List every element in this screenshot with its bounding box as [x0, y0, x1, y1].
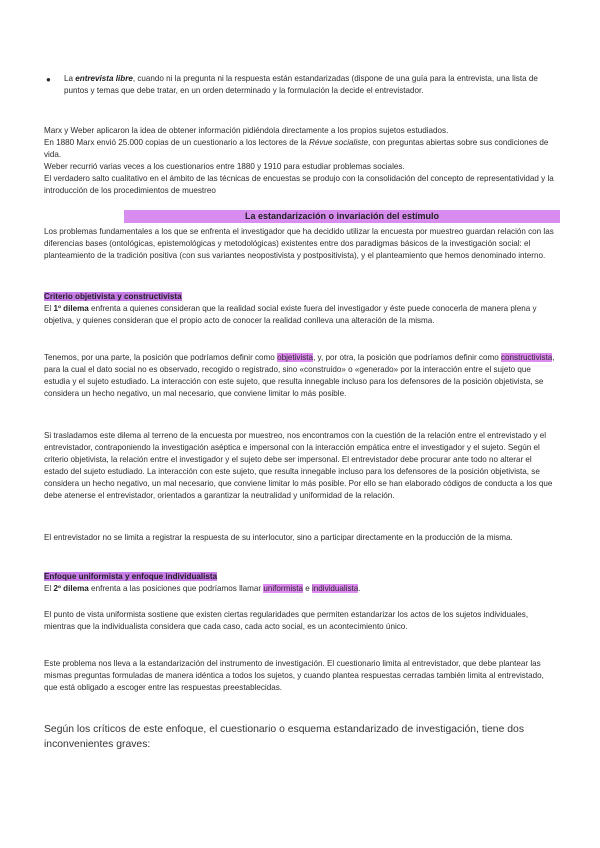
highlight-objetivista: objetivista [277, 353, 314, 362]
history-line-4: El verdadero salto cualitativo en el ámbito de las técnicas de encuestas se produjo con la consolidación del concepto de representatividad y la introducción de los procedimientos de muestreo [44, 174, 554, 195]
history-line-1: Marx y Weber aplicaron la idea de obtener información pidiéndola directamente a los propios sujetos estudiados. [44, 126, 449, 135]
block2-p1-a: El [44, 584, 54, 593]
block1-p2-c: , para la cual el dato social no es observado, recogido o registrado, sino «construido» o «generado» por la interacción entre el sujeto que estudia y el sujeto estudiado. La interacción con este sujeto, que resulta innegable incluso para los defensores de la posición objetivista, se considera un hecho negativo, un mal necesario, que conviene limitar lo más posible. [44, 353, 555, 398]
bullet-lead: La [64, 74, 76, 83]
block2-closing: Según los críticos de este enfoque, el cuestionario o esquema estandarizado de investigación, tiene dos inconvenientes graves: [44, 724, 525, 750]
block1-p1-b: enfrenta a quienes consideran que la realidad social existe fuera del investigador y éste puede conocerla de manera plena y objetiva, y quienes consideran que el propio acto de conocer la realidad conlleva una alteración de la misma. [44, 304, 537, 325]
block2-p1 [44, 583, 558, 595]
intro-paragraph: Los problemas fundamentales a los que se enfrenta el investigador que ha decidido utilizar la encuesta por muestreo guardan relación con las diferencias bases (ontológicas, epistemológicas y metodológicas) existentes entre dos paradigmas básicos de la investigación social: el planteamiento de la tradición positiva (con sus variantes neopostivista y postpositivista), y el planteamiento que hemos denominado interno. [44, 227, 554, 260]
history-line-3: Weber recurrió varias veces a los cuestionarios entre 1880 y 1910 para estudiar problemas sociales. [44, 162, 405, 171]
dilemma-1-label: 1º dilema [53, 304, 89, 313]
highlight-constructivista: constructivista [500, 353, 553, 362]
block1-p1-a: El [44, 304, 54, 313]
block2-p1-c: e [302, 584, 312, 593]
highlight-uniformista: uniformista [263, 584, 303, 593]
block1-p2-b: , y, por otra, la posición que podríamos definir como [313, 353, 501, 362]
block2-p2: El punto de vista uniformista sostiene que existen ciertas regularidades que permiten estandarizar los actos de los sujetos individuales, mientras que la individualista considera que cada caso, cada acto social, es un acontecimiento único. [44, 610, 529, 631]
block1-p2 [44, 352, 558, 400]
block2-p3: Este problema nos lleva a la estandarización del instrumento de investigación. El cuestionario limita al entrevistador, que debe plantear las mismas preguntas formuladas de manera idéntica a todos los sujetos, y cuando plantea respuestas cerradas también limita al entrevistado, que está obligado a escoger entre las respuestas preestablecidas. [44, 659, 544, 692]
block2-p1-d: . [358, 584, 361, 593]
block1-heading: Criterio objetivista y constructivista [44, 292, 182, 301]
bullet-marker: ● [46, 75, 51, 84]
block2-heading: Enfoque uniformista y enfoque individualista [44, 572, 218, 581]
bullet-text: , cuando ni la pregunta ni la respuesta están estandarizadas (dispone de una guía para la entrevista, una lista de puntos y temas que debe tratar, en un orden determinado y la formulación la decide el entrevistador. [64, 74, 538, 95]
block1-p1 [44, 303, 558, 327]
block1-p2-a: Tenemos, por una parte, la posición que podríamos definir como [44, 353, 278, 362]
history-paragraph [44, 125, 558, 197]
block1-p3: Si trasladamos este dilema al terreno de la encuesta por muestreo, nos encontramos con la cuestión de la relación entre el entrevistado y el entrevistador, contraponiendo la investigación aséptica e impersonal con la interacción empática entre el investigador y el sujeto. Según el criterio objetivista, la relación entre el investigador y el sujeto debe ser impersonal. El entrevistador debe procurar ante todo no alterar el estado del sujeto estudiado. La interacción con este sujeto, que resulta innegable incluso para los defensores de la posición objetivista, se considera un hecho negativo, un mal necesario, que conviene limitar lo más posible. Por ello se han elaborado códigos de conducta a los que debe atenerse el entrevistador, orientados a garantizar la neutralidad y uniformidad de la relación. [44, 431, 553, 500]
block1-heading-line [44, 291, 558, 303]
dilemma-2-label: 2º dilema [53, 584, 89, 593]
block1-p4: El entrevistador no se limita a registrar la respuesta de su interlocutor, sino a participar directamente en la producción de la misma. [44, 533, 513, 542]
history-line-2a: En 1880 Marx envió 25.000 copias de un cuestionario a los lectores de la [44, 138, 310, 147]
highlight-individualista: individualista [311, 584, 359, 593]
block2-p1-b: enfrenta a las posiciones que podríamos llamar [88, 584, 264, 593]
journal-name: Révue socialiste [309, 138, 368, 147]
bullet-term: entrevista libre [75, 74, 133, 83]
block2-heading-line [44, 571, 558, 583]
section-heading: La estandarización o invariación del estímulo [124, 210, 560, 223]
bullet-item [64, 73, 558, 97]
history-line-2b: , con preguntas abiertas sobre sus condiciones de vida. [44, 138, 549, 159]
